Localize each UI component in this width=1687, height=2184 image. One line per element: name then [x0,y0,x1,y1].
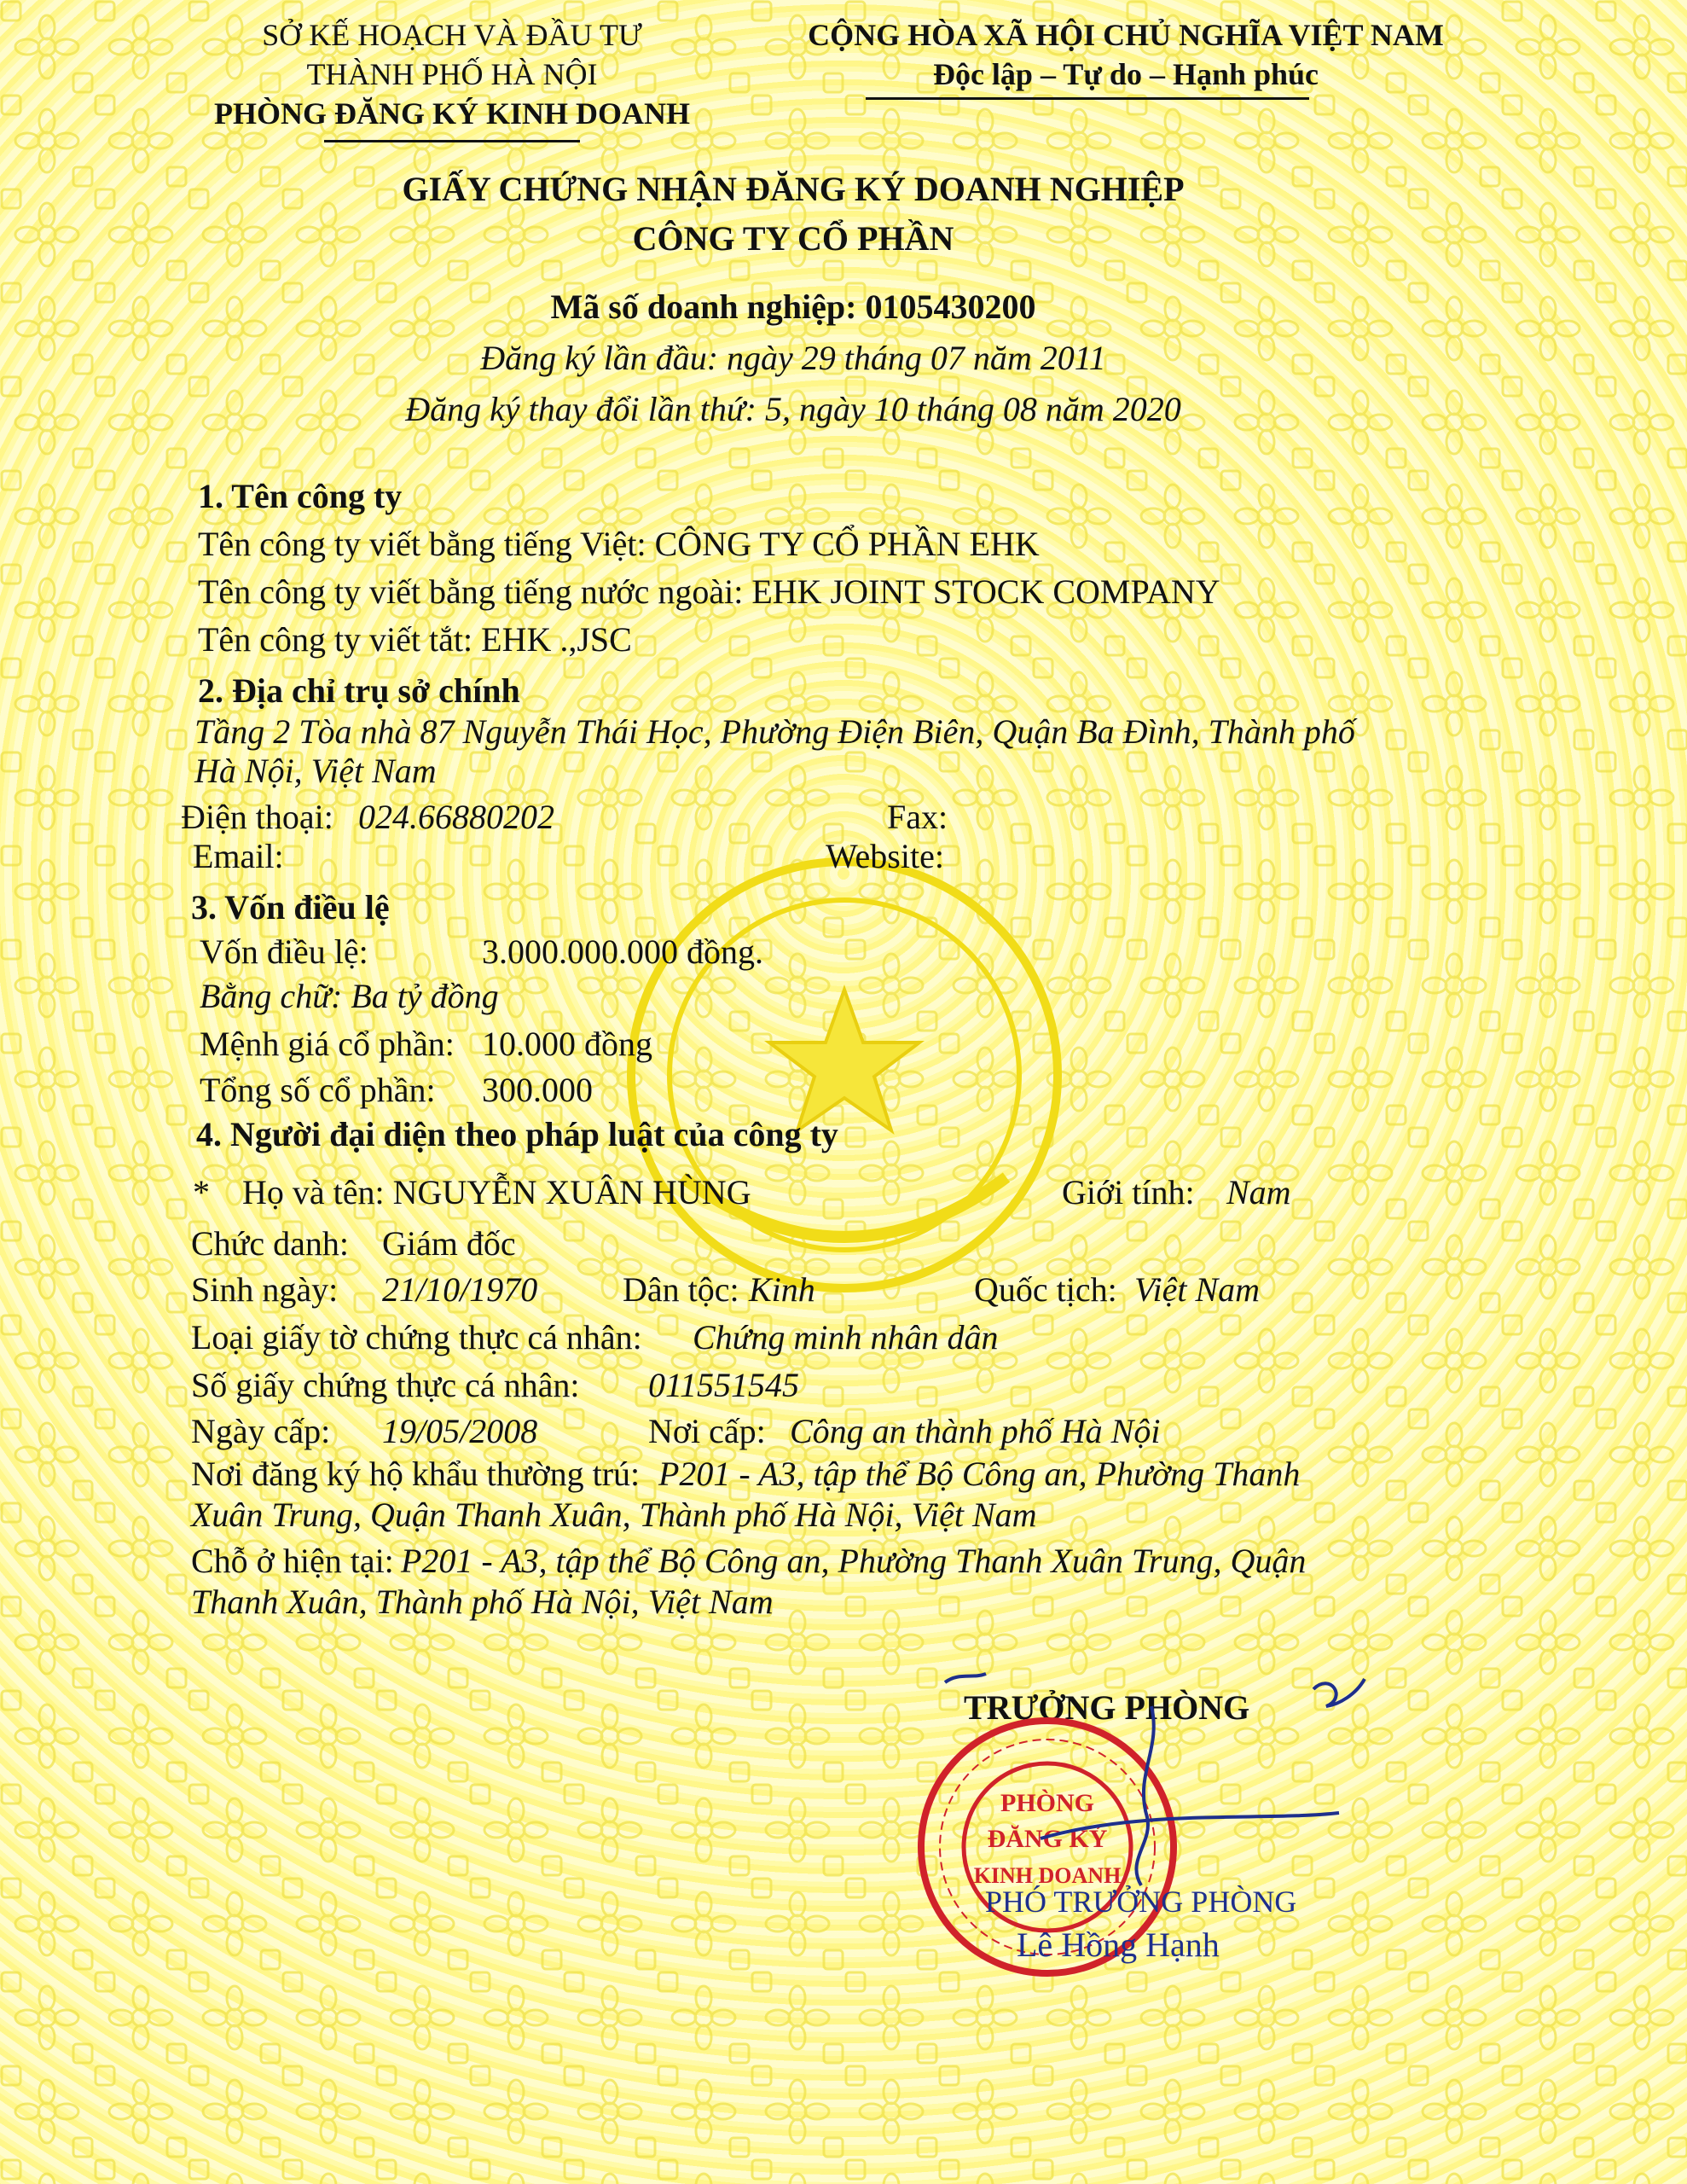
issue-place-value: Công an thành phố Hà Nội [790,1412,1161,1450]
address-line-1: Tầng 2 Tòa nhà 87 Nguyễn Thái Học, Phường Điện Biên, Quận Ba Đình, Thành phố [194,712,1355,751]
national-title: CỘNG HÒA XÃ HỘI CHỦ NGHĨA VIỆT NAM [808,18,1444,52]
section-1-heading: 1. Tên công ty [198,477,403,515]
national-motto: Độc lập – Tự do – Hạnh phúc [932,57,1319,91]
nationality-label: Quốc tịch: [974,1270,1117,1309]
first-registration: Đăng ký lần đầu: ngày 29 tháng 07 năm 2011 [480,339,1106,377]
company-name-vi: Tên công ty viết bằng tiếng Việt: CÔNG TY CỔ PHẦN EHK [198,525,1040,563]
bullet-marker: * [193,1173,210,1211]
permanent-address-label: Nơi đăng ký hộ khẩu thường trú: [191,1455,641,1493]
enterprise-code: Mã số doanh nghiệp: 0105430200 [550,288,1036,326]
birth-date-label: Sinh ngày: [191,1270,339,1309]
ethnicity-label: Dân tộc: [623,1270,739,1309]
section-3-heading: 3. Vốn điều lệ [191,888,390,926]
phone-value: 024.66880202 [358,798,554,836]
permanent-address-line-2: Xuân Trung, Quận Thanh Xuân, Thành phố Hà Nội, Việt Nam [191,1496,1037,1534]
section-4-heading: 4. Người đại diện theo pháp luật của công ty [196,1115,838,1153]
certificate-title: GIẤY CHỨNG NHẬN ĐĂNG KÝ DOANH NGHIỆP [402,170,1185,208]
par-value: 10.000 đồng [482,1025,652,1063]
website-label: Website: [826,837,944,875]
nationality-value: Việt Nam [1134,1270,1261,1309]
birth-date-value: 21/10/1970 [382,1270,538,1309]
agency-office: PHÒNG ĐĂNG KÝ KINH DOANH [214,96,690,131]
header-left-rule [324,140,580,142]
total-shares-value: 300.000 [482,1071,593,1109]
email-label: Email: [193,837,284,875]
fax-label: Fax: [887,798,948,836]
svg-text:PHÒNG: PHÒNG [1000,1789,1094,1817]
svg-text:ĐĂNG KÝ: ĐĂNG KÝ [987,1825,1108,1853]
position-value: Giám đốc [382,1224,516,1263]
address-line-2: Hà Nội, Việt Nam [194,752,437,790]
permanent-address-line-1: P201 - A3, tập thể Bộ Công an, Phường Thanh [658,1455,1301,1493]
header-right-rule [866,97,1309,100]
issue-date-value: 19/05/2008 [382,1412,538,1450]
signer-name: Lê Hồng Hạnh [1017,1926,1220,1964]
company-name-foreign: Tên công ty viết bằng tiếng nước ngoài: EHK JOINT STOCK COMPANY [198,572,1220,611]
id-number-value: 011551545 [648,1366,800,1404]
issue-date-label: Ngày cấp: [191,1412,331,1450]
rep-name: Họ và tên: NGUYỄN XUÂN HÙNG [242,1173,751,1211]
company-name-short: Tên công ty viết tắt: EHK .,JSC [198,620,632,659]
current-residence-label: Chỗ ở hiện tại: [191,1542,394,1580]
gender-value: Nam [1226,1173,1291,1211]
current-residence-line-2: Thanh Xuân, Thành phố Hà Nội, Việt Nam [191,1583,774,1621]
phone-label: Điện thoại: [181,798,333,836]
id-number-label: Số giấy chứng thực cá nhân: [191,1366,580,1404]
par-value-label: Mệnh giá cổ phần: [200,1025,455,1063]
signatory-title: TRƯỞNG PHÒNG [964,1688,1250,1727]
company-type: CÔNG TY CỔ PHẦN [632,219,954,258]
capital-value: 3.000.000.000 đồng. [482,932,763,971]
id-type-value: Chứng minh nhân dân [693,1318,999,1356]
agency-city: THÀNH PHỐ HÀ NỘI [306,57,598,91]
capital-in-words: Bằng chữ: Ba tỷ đồng [200,977,499,1015]
total-shares-label: Tổng số cổ phần: [200,1071,436,1109]
section-2-heading: 2. Địa chỉ trụ sở chính [198,671,520,710]
ethnicity-value: Kinh [749,1270,815,1309]
id-type-label: Loại giấy tờ chứng thực cá nhân: [191,1318,642,1356]
deputy-head-title: PHÓ TRƯỞNG PHÒNG [985,1885,1297,1919]
agency-department: SỞ KẾ HOẠCH VÀ ĐẦU TƯ [262,18,642,52]
position-label: Chức danh: [191,1224,349,1263]
capital-label: Vốn điều lệ: [200,932,368,971]
svg-text:KINH DOANH: KINH DOANH [973,1863,1122,1888]
current-residence-line-1: P201 - A3, tập thể Bộ Công an, Phường Thanh Xuân Trung, Quận [401,1542,1307,1580]
issue-place-label: Nơi cấp: [648,1412,766,1450]
gender-label: Giới tính: [1062,1173,1195,1211]
change-registration: Đăng ký thay đổi lần thứ: 5, ngày 10 tháng 08 năm 2020 [405,390,1181,428]
